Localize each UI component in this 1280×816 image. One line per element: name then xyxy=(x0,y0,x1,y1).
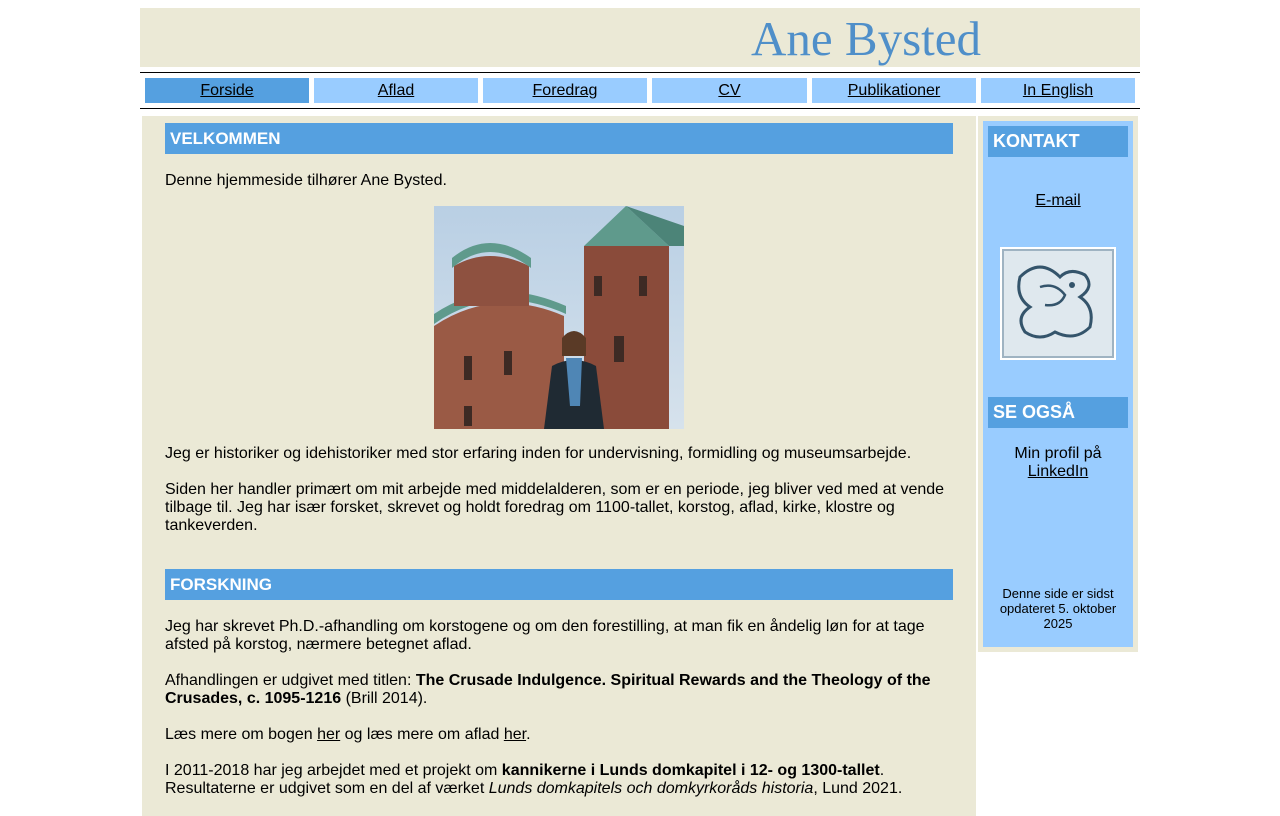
site-header xyxy=(140,8,1140,67)
main-content xyxy=(142,116,976,816)
book-link[interactable]: her xyxy=(317,726,341,743)
nav-divider xyxy=(140,108,1140,109)
aflad-link[interactable]: her xyxy=(503,726,527,743)
site-title: Ane Bysted xyxy=(751,11,981,66)
linkedin-row xyxy=(983,463,1133,481)
griffin-logo xyxy=(1000,247,1116,360)
last-updated: Denne side er sidst opdateret 5. oktober 2025 xyxy=(999,586,1117,631)
nav-item-aflad[interactable]: Aflad xyxy=(314,78,478,103)
nav-item-cv[interactable]: CV xyxy=(652,78,807,103)
bio-paragraph-1: Jeg er historiker og idehistoriker med stor erfaring inden for undervisning, formidling og museumsarbejde. xyxy=(165,445,912,462)
research-paragraph-2: Afhandlingen er udgivet med titlen: The Crusade Indulgence. Spiritual Rewards and the Theology of the Crusades, c. 1095-1216 (Brill 2014). xyxy=(165,672,931,707)
section-heading-welcome: VELKOMMEN xyxy=(165,123,953,154)
main-nav xyxy=(140,73,1140,108)
research-paragraph-4: I 2011-2018 har jeg arbejdet med et projekt om kannikerne i Lunds domkapitel i 12- og 1300-tallet. Resultaterne er udgivet som en del af værket Lunds domkapitels och domkyrkoråds historia, Lund 2021. xyxy=(165,762,903,797)
section-heading-research: FORSKNING xyxy=(165,569,953,600)
bio-paragraph-2: Siden her handler primært om mit arbejde med middelalderen, som er en periode, jeg bliver ved med at vende tilbage til. Jeg har især forsket, skrevet og holdt foredrag om 1100-tallet, korstog, aflad, kirke, klostre og tankeverden. xyxy=(165,481,945,534)
research-paragraph-3: Læs mere om bogen her og læs mere om aflad her. xyxy=(165,726,531,743)
research-paragraph-1: Jeg har skrevet Ph.D.-afhandling om korstogene og om den forestilling, at man fik en åndelig løn for at tage afsted på korstog, nærmere betegnet aflad. xyxy=(165,618,925,653)
nav-item-publikationer[interactable]: Publikationer xyxy=(812,78,976,103)
portrait-photo xyxy=(434,206,684,429)
email-row xyxy=(983,192,1133,210)
nav-item-in-english[interactable]: In English xyxy=(981,78,1135,103)
intro-text: Denne hjemmeside tilhører Ane Bysted. xyxy=(165,172,447,189)
see-also-heading: SE OGSÅ xyxy=(988,397,1128,428)
sidebar xyxy=(983,121,1133,647)
linkedin-link[interactable]: LinkedIn xyxy=(1027,463,1089,480)
email-link[interactable]: E-mail xyxy=(1035,192,1081,209)
nav-item-foredrag[interactable]: Foredrag xyxy=(483,78,647,103)
profile-prefix: Min profil på xyxy=(1014,445,1102,462)
page-wrapper xyxy=(140,8,1140,109)
book-title: The Crusade Indulgence. Spiritual Rewards and the Theology of the Crusades, c. 1095-1216 xyxy=(165,672,931,707)
sidebar-frame xyxy=(978,116,1138,652)
nav-item-forside[interactable]: Forside xyxy=(145,78,309,103)
contact-heading: KONTAKT xyxy=(988,126,1128,157)
